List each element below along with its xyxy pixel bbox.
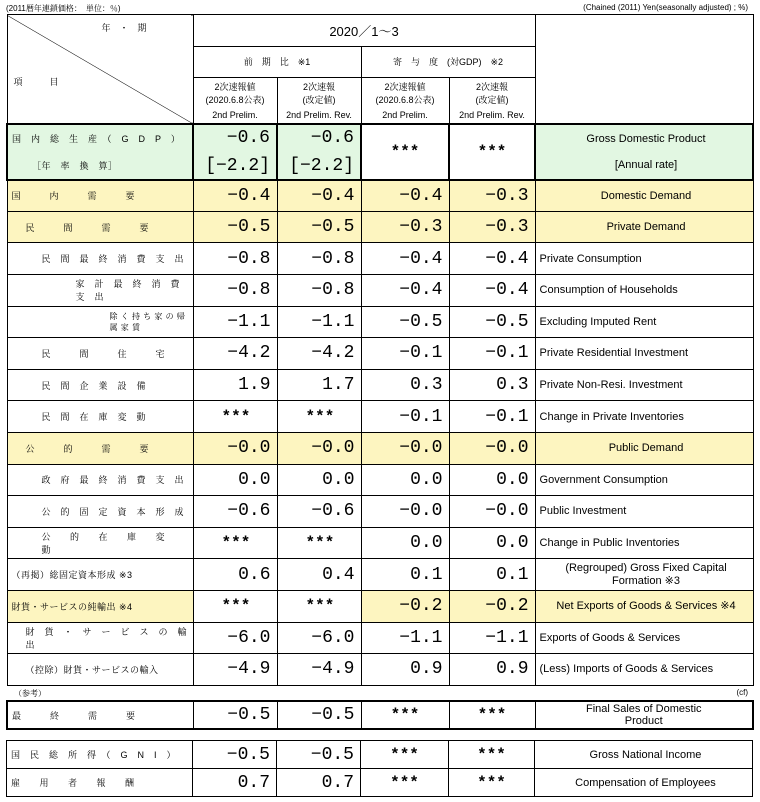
row-label: 国 内 需 要: [7, 180, 193, 212]
row-value-v3: −0.5: [361, 306, 449, 338]
row-en-label: Private Non-Resi. Investment: [535, 369, 753, 401]
ref1-v4: ***: [449, 701, 535, 729]
ref2-en: Compensation of Employees: [535, 769, 753, 797]
ref1-v2: −0.5: [277, 701, 361, 729]
ref2-v2: −0.5: [277, 741, 361, 769]
col4-header: 2次速報 (改定値) 2nd Prelim. Rev.: [449, 78, 535, 124]
row-label: 民 間 在 庫 変 動: [7, 401, 193, 433]
ref1-en: Final Sales of Domestic Product: [535, 701, 753, 729]
row-value-v3: −1.1: [361, 622, 449, 654]
row-value-v2: −0.8: [277, 274, 361, 306]
row-value-v2: 1.7: [277, 369, 361, 401]
row-value-v4: −0.3: [449, 180, 535, 212]
kiyodo-header: 寄 与 度 (対GDP) ※2: [361, 46, 535, 78]
table-row: [7, 464, 753, 496]
nenki-label: 年 ・ 期: [101, 23, 147, 33]
row-value-v4: −0.0: [449, 496, 535, 528]
gdp-v3: ***: [361, 124, 449, 180]
ref1-v3: ***: [361, 701, 449, 729]
row-value-v3: −0.4: [361, 274, 449, 306]
row-value-v4: −0.4: [449, 274, 535, 306]
row-label: 政 府 最 終 消 費 支 出: [7, 464, 193, 496]
row-value-v3: −0.4: [361, 243, 449, 275]
row-value-v2: −1.1: [277, 306, 361, 338]
row-value-v3: −0.2: [361, 590, 449, 622]
row-value-v3: 0.9: [361, 654, 449, 686]
row-label: 家 計 最 終 消 費 支 出: [7, 274, 193, 306]
row-en-label: Private Demand: [535, 211, 753, 243]
table-row: [7, 496, 753, 528]
row-value-v1: −6.0: [193, 622, 277, 654]
row-value-v3: −0.0: [361, 432, 449, 464]
ref2-v1: 0.7: [193, 769, 277, 797]
ref2-label: 国 民 総 所 得 （ G N I ）: [7, 741, 193, 769]
row-value-v3: −0.1: [361, 401, 449, 433]
row-en-label: Public Investment: [535, 496, 753, 528]
row-label: 民 間 住 宅: [7, 338, 193, 370]
row-value-v3: 0.1: [361, 559, 449, 591]
row-en-label: Net Exports of Goods & Services ※4: [535, 590, 753, 622]
row-label: 公 的 需 要: [7, 432, 193, 464]
row-value-v2: −0.5: [277, 211, 361, 243]
row-value-v1: −0.6: [193, 496, 277, 528]
row-value-v2: −0.0: [277, 432, 361, 464]
row-value-v2: −0.6: [277, 496, 361, 528]
row-value-v3: −0.3: [361, 211, 449, 243]
row-value-v4: 0.9: [449, 654, 535, 686]
row-value-v4: 0.0: [449, 464, 535, 496]
row-value-v3: −0.1: [361, 338, 449, 370]
col2-header: 2次速報 (改定値) 2nd Prelim. Rev.: [277, 78, 361, 124]
table-row: [7, 369, 753, 401]
row-value-v1: −0.5: [193, 211, 277, 243]
ref2-v4: ***: [449, 741, 535, 769]
col3-header: 2次速報値 (2020.6.8公表) 2nd Prelim.: [361, 78, 449, 124]
row-en-label: Change in Private Inventories: [535, 401, 753, 433]
row-label: （再掲）総固定資本形成 ※3: [7, 559, 193, 591]
gdp-en: Gross Domestic Product [Annual rate]: [535, 124, 753, 180]
row-en-label: Consumption of Households: [535, 274, 753, 306]
row-label: 公 的 在 庫 変 動: [7, 527, 193, 559]
row-value-v4: −0.3: [449, 211, 535, 243]
table-row: [7, 769, 753, 797]
table-row: [7, 180, 753, 212]
ref2-v3: ***: [361, 741, 449, 769]
row-en-label: Public Demand: [535, 432, 753, 464]
unit-note-jp: (2011暦年連鎖価格： 単位：％): [6, 4, 121, 13]
row-value-v2: −0.8: [277, 243, 361, 275]
table-row: [7, 243, 753, 275]
row-value-v1: −0.8: [193, 243, 277, 275]
row-en-label: Private Consumption: [535, 243, 753, 275]
table-row: [7, 590, 753, 622]
row-label: 民 間 最 終 消 費 支 出: [7, 243, 193, 275]
row-value-v4: −0.1: [449, 338, 535, 370]
row-value-v1: −0.8: [193, 274, 277, 306]
gdp-v4: ***: [449, 124, 535, 180]
row-value-v2: ***: [277, 527, 361, 559]
row-en-label: Change in Public Inventories: [535, 527, 753, 559]
table-row: [7, 401, 753, 433]
row-en-label: (Regrouped) Gross Fixed Capital Formation ※3: [535, 559, 753, 591]
row-value-v2: −4.9: [277, 654, 361, 686]
row-en-label: Domestic Demand: [535, 180, 753, 212]
row-value-v2: −0.4: [277, 180, 361, 212]
row-en-label: Exports of Goods & Services: [535, 622, 753, 654]
row-value-v4: −0.5: [449, 306, 535, 338]
table-row: [7, 306, 753, 338]
period-header: 2020／1～3: [193, 15, 535, 47]
row-value-v4: 0.0: [449, 527, 535, 559]
ref-table-2: [6, 740, 753, 797]
row-value-v4: −0.2: [449, 590, 535, 622]
corner-header: [7, 15, 193, 124]
ref2-v2: 0.7: [277, 769, 361, 797]
unit-note-en: (Chained (2011) Yen(seasonally adjusted) ; %): [583, 3, 748, 12]
ref2-v1: −0.5: [193, 741, 277, 769]
ref-table-1: [6, 700, 754, 730]
row-en-label: Government Consumption: [535, 464, 753, 496]
ref1-label: 最 終 需 要: [7, 701, 193, 729]
table-row-gdp: [7, 124, 753, 180]
row-label: 財貨・サービスの純輸出 ※4: [7, 590, 193, 622]
row-value-v3: 0.0: [361, 527, 449, 559]
row-value-v2: ***: [277, 401, 361, 433]
row-value-v2: 0.4: [277, 559, 361, 591]
row-value-v3: −0.4: [361, 180, 449, 212]
row-label: 民 間 需 要: [7, 211, 193, 243]
table-row: [7, 741, 753, 769]
table-row: [7, 274, 753, 306]
row-value-v1: ***: [193, 401, 277, 433]
row-value-v4: 0.1: [449, 559, 535, 591]
row-value-v1: 0.6: [193, 559, 277, 591]
row-label: 除 く 持 ち 家 の 帰 属 家 賃: [7, 306, 193, 338]
ref2-v3: ***: [361, 769, 449, 797]
row-value-v3: −0.0: [361, 496, 449, 528]
row-label: 財 貨 ・ サ ー ビ ス の 輸 出: [7, 622, 193, 654]
table-row: [7, 527, 753, 559]
row-value-v1: ***: [193, 527, 277, 559]
koumoku-label: 項 目: [13, 77, 59, 87]
row-value-v4: −0.1: [449, 401, 535, 433]
ref-label: （参考）: [14, 689, 46, 698]
row-value-v4: −0.0: [449, 432, 535, 464]
row-value-v1: −0.0: [193, 432, 277, 464]
table-row: [7, 622, 753, 654]
table-row: [7, 559, 753, 591]
ref2-label: 雇 用 者 報 酬: [7, 769, 193, 797]
row-value-v2: 0.0: [277, 464, 361, 496]
row-value-v1: −1.1: [193, 306, 277, 338]
ref1-v1: −0.5: [193, 701, 277, 729]
table-row: [7, 211, 753, 243]
gdp-table: [6, 14, 754, 686]
row-value-v2: ***: [277, 590, 361, 622]
row-label: 公 的 固 定 資 本 形 成: [7, 496, 193, 528]
gdp-v2: −0.6 [−2.2]: [277, 124, 361, 180]
table-row: [7, 338, 753, 370]
row-label: （控除）財貨・サービスの輸入: [7, 654, 193, 686]
row-value-v4: −0.4: [449, 243, 535, 275]
table-row: [7, 701, 753, 729]
row-value-v1: −4.9: [193, 654, 277, 686]
row-value-v4: 0.3: [449, 369, 535, 401]
row-value-v1: 0.0: [193, 464, 277, 496]
row-en-label: (Less) Imports of Goods & Services: [535, 654, 753, 686]
en-header-blank: [535, 15, 753, 124]
row-label: 民 間 企 業 設 備: [7, 369, 193, 401]
gdp-label: 国 内 総 生 産 （ G D P ） ［年 率 換 算］: [7, 124, 193, 180]
row-value-v3: 0.3: [361, 369, 449, 401]
row-value-v4: −1.1: [449, 622, 535, 654]
gdp-v1: −0.6 [−2.2]: [193, 124, 277, 180]
row-en-label: Excluding Imputed Rent: [535, 306, 753, 338]
ref2-en: Gross National Income: [535, 741, 753, 769]
ref2-v4: ***: [449, 769, 535, 797]
row-value-v1: 1.9: [193, 369, 277, 401]
row-value-v3: 0.0: [361, 464, 449, 496]
ref-label-en: (cf): [736, 688, 748, 697]
row-value-v1: −4.2: [193, 338, 277, 370]
zenkihi-header: 前 期 比 ※1: [193, 46, 361, 78]
row-en-label: Private Residential Investment: [535, 338, 753, 370]
table-row: [7, 432, 753, 464]
table-row: [7, 654, 753, 686]
row-value-v1: −0.4: [193, 180, 277, 212]
row-value-v1: ***: [193, 590, 277, 622]
row-value-v2: −4.2: [277, 338, 361, 370]
col1-header: 2次速報値 (2020.6.8公表) 2nd Prelim.: [193, 78, 277, 124]
row-value-v2: −6.0: [277, 622, 361, 654]
